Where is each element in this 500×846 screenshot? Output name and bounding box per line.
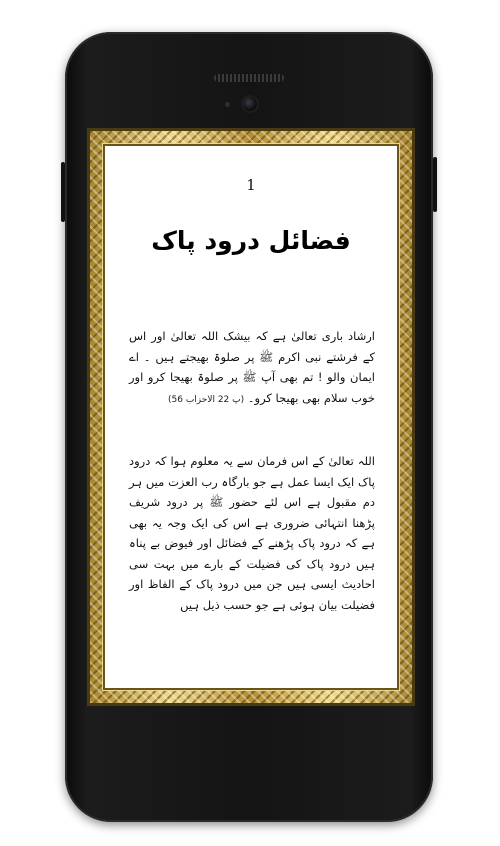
paragraph-1-text: ارشاد باری تعالیٰ ہے کہ بیشک اللہ تعالیٰ اور اس کے فرشتے نبی اکرم ﷺ پر صلوۃ بھیجتے ہیں ۔ اے ایمان والو ! تم بھی آپ ﷺ پر صلوۃ بھیجا کرو اور خوب سلام بھی بھیجا کرو۔ (129, 329, 375, 405)
book-page-screen[interactable] (87, 128, 415, 706)
page-number: 1 (246, 176, 256, 194)
phone-side-button (61, 162, 65, 222)
page-content-area (103, 144, 399, 690)
paragraph-1 (129, 326, 375, 410)
earpiece-speaker (214, 74, 284, 82)
proximity-sensor (225, 102, 230, 107)
paragraph-2: اللہ تعالیٰ کے اس فرمان سے یہ معلوم ہوا کہ درود پاک ایک ایسا عمل ہے جو بارگاہ رب العزت میں ہر دم مقبول ہے اس لئے حضور ﷺ پر درود شریف پڑھنا انتہائی ضروری ہے اس کی ایک وجہ یہ بھی ہے کہ درود پاک پڑھنے کے فضائل اور فیوض بے پناہ ہیں درود پاک کی فضیلت کے بارے میں بہت سی احادیث ایسی ہیں جن میں درود پاک کے الفاظ اور فضیلت بیان ہوئی ہے جو حسب ذیل ہیں (129, 454, 375, 612)
phone-power-button (433, 157, 437, 212)
gold-ornamental-border (87, 128, 415, 706)
front-camera-icon (243, 97, 257, 111)
page-title: فضائل درود پاک (151, 226, 351, 255)
quran-reference: (پ 22 الاحزاب 56) (167, 394, 245, 405)
